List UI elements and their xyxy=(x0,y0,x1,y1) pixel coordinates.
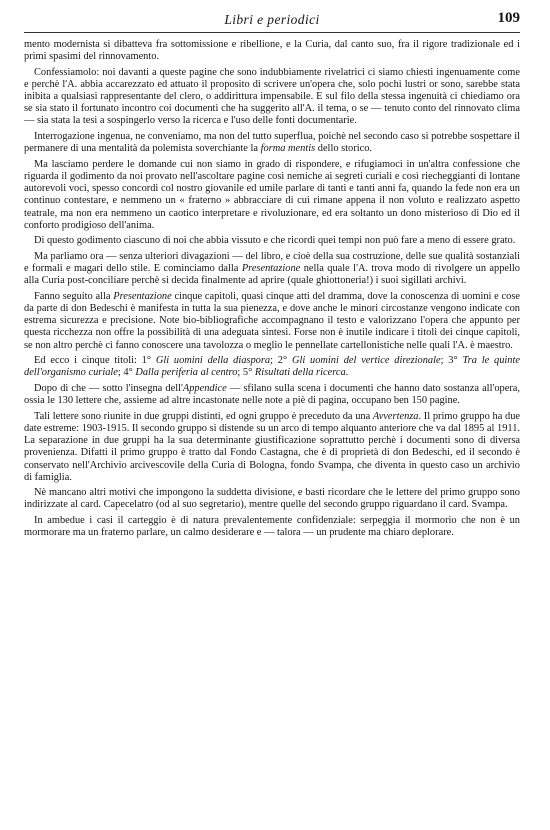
text-segment: . xyxy=(345,367,349,379)
paragraph xyxy=(24,67,520,128)
italic-text: Gli uomini della diaspora xyxy=(155,355,271,367)
italic-text: Risultati della ricerca xyxy=(254,367,346,379)
italic-text: Gli uomini del vertice direzionale xyxy=(291,355,441,367)
text-segment: nella quale l'A. trova modo di rivolgere un appello alla Curia post-conciliare perchè si decida finalmente ad aprire (quale ghiottoneria!) i suoi sigillati archivi. xyxy=(24,263,520,287)
italic-text: Appendice xyxy=(182,383,227,395)
running-title: Libri e periodici xyxy=(224,12,320,27)
italic-text: forma mentis xyxy=(260,143,316,155)
text-segment: ; 3° xyxy=(440,355,463,367)
text-segment: Tali lettere sono riunite in due gruppi distinti, ed ogni gruppo è preceduto da una xyxy=(34,410,373,422)
text-segment: Ma parliamo ora — senza ulteriori divagazioni — del libro, e cioè della sua costruzione, delle sue qualità sostanziali e formali e magari dello stile. E cominciamo dalla xyxy=(24,251,520,275)
text-segment: Ma lasciamo perdere le domande cui non siamo in grado di rispondere, e rifugiamoci in un'altra confessione che riguarda il godimento da noi provato nell'ascoltare pagine così nemiche ai segreti curiali e così riecheggianti di lontane autorevoli voci, spesso concordi col nostro giovanile ed umile parlare di tanti e tanti anni fa, quando la fede non era un continuo contestare, e nemmeno un « fraterno » abbracciare di cui rimane appena il non voluto e realizzato aspetto teatrale, ma non era nemmeno un caotico interpretare e rivoluzionare, ed era soltanto un dono misterioso di Dio ed il conforto prodigioso dell'anima. xyxy=(24,158,520,231)
text-segment: mento modernista si dibatteva fra sottomissione e ribellione, e la Curia, dal canto suo, fra il rigore tradizionale ed i primi spasimi del rinnovamento. xyxy=(24,39,520,63)
text-segment: Confessiamolo: noi davanti a queste pagine che sono indubbiamente rivelatrici ci siamo chiesti ingenuamente come e perchè l'A. abbia accarezzato ed attuato il proposito di scrivere un'opera che, solo pochi lustri or sono, sarebbe stata inibita a qualsiasi rappresentante del clero, o addirittura impensabile. E sul filo della stessa ingenuità ci chiediamo ora se sia stato il fortunato incontro coi documenti che ha suggerito all'A. il tema, o se — tenuto conto del rinnovato clima — sia stata la tesi a sospingerlo verso la ricerca e l'uso delle fonti documentarie. xyxy=(24,66,520,127)
text-segment: ; 2° xyxy=(270,355,292,367)
text-segment: Interrogazione ingenua, ne conveniamo, ma non del tutto superflua, poichè nel secondo caso si potrebbe sospettare il permanere di una mentalità da polemista soverchiante la xyxy=(24,131,520,155)
paragraph xyxy=(24,39,520,63)
italic-text: Presentazione xyxy=(113,290,172,302)
text-segment: In ambedue i casi il carteggio è di natura prevalentemente confidenziale: serpeggia il mormorio che non è un mormorare ma un fraterno parlare, un calmo desiderare e — talora — un prudente ma chiaro deplorare. xyxy=(24,515,520,539)
paragraph xyxy=(24,411,520,484)
italic-text: Presentazione xyxy=(241,263,301,275)
italic-text: Dalla periferia al centro xyxy=(135,367,238,379)
text-segment: cinque capitoli, quasi cinque atti del dramma, dove la conoscenza di uomini e cose da parte di don Bedeschi è manifesta in tutta la sua pienezza, e dove anche le minori circostanze vengono indicate con estrema sicurezza e precisione. Note bio-bibliografiche accompagnano il testo e valorizzano l'opera che appunto per questa ricchezza non offre la possibilità di una adeguata sintesi. Forse non è inutile indicare i titoli dei cinque capitoli, se non altro perchè ci fanno conoscere una tavolozza o meglio le pennellate cartellonistiche nelle quali l'A. è maestro. xyxy=(24,290,520,351)
text-segment: . Il primo gruppo ha due date estreme: 1903-1915. Il secondo gruppo si distende su un arco di tempo alquanto anteriore che va dal 1895 al 1911. La separazione in due gruppi ha la sua determinante giustificazione soprattutto perchè i documenti sono di diversa provenienza. Difatti il primo gruppo è tratto dal Fondo Castagna, che è di proprietà di don Bedeschi, ed il secondo è conservato nell'Archivio arcivescovile della Curia di Bologna, fondo Svampa, che diventa in questo caso un archivio di famiglia. xyxy=(24,410,520,483)
paragraph xyxy=(24,131,520,155)
paragraph xyxy=(24,235,520,247)
italic-text: Avvertenza xyxy=(372,410,419,422)
italic-text: Tra le quinte dell'organismo curiale xyxy=(24,355,520,379)
paragraph xyxy=(24,355,520,379)
text-segment: ; 4° xyxy=(117,367,136,379)
text-segment: ; 5° xyxy=(237,367,255,379)
text-segment: Di questo godimento ciascuno di noi che abbia vissuto e che ricordi quei tempi non può fare a meno di essere grato. xyxy=(34,235,516,247)
article-body xyxy=(24,39,520,543)
paragraph xyxy=(24,291,520,352)
paragraph xyxy=(24,251,520,287)
paragraph xyxy=(24,487,520,511)
paragraph xyxy=(24,515,520,539)
text-segment: dello storico. xyxy=(315,143,373,155)
text-segment: Fanno seguito alla xyxy=(34,290,114,302)
text-segment: Nè mancano altri motivi che impongono la suddetta divisione, e basti ricordare che le lettere del primo gruppo sono indirizzate al card. Capecelatro (od al suo segretario), mentre quelle del secondo gruppo riguardano il card. Svampa. xyxy=(24,487,520,511)
paragraph xyxy=(24,159,520,232)
text-segment: Dopo di che — sotto l'insegna dell' xyxy=(34,383,183,395)
text-segment: Ed ecco i cinque titoli: 1° xyxy=(34,355,156,367)
text-segment: — sfilano sulla scena i documenti che hanno dato sostanza all'opera, ossia le 130 lettere che, assieme ad altre incastonate nelle note a piè di pagina, occupano ben 150 pagine. xyxy=(24,383,521,407)
paragraph xyxy=(24,383,520,407)
page-header xyxy=(24,8,520,33)
page-number: 109 xyxy=(497,10,520,26)
